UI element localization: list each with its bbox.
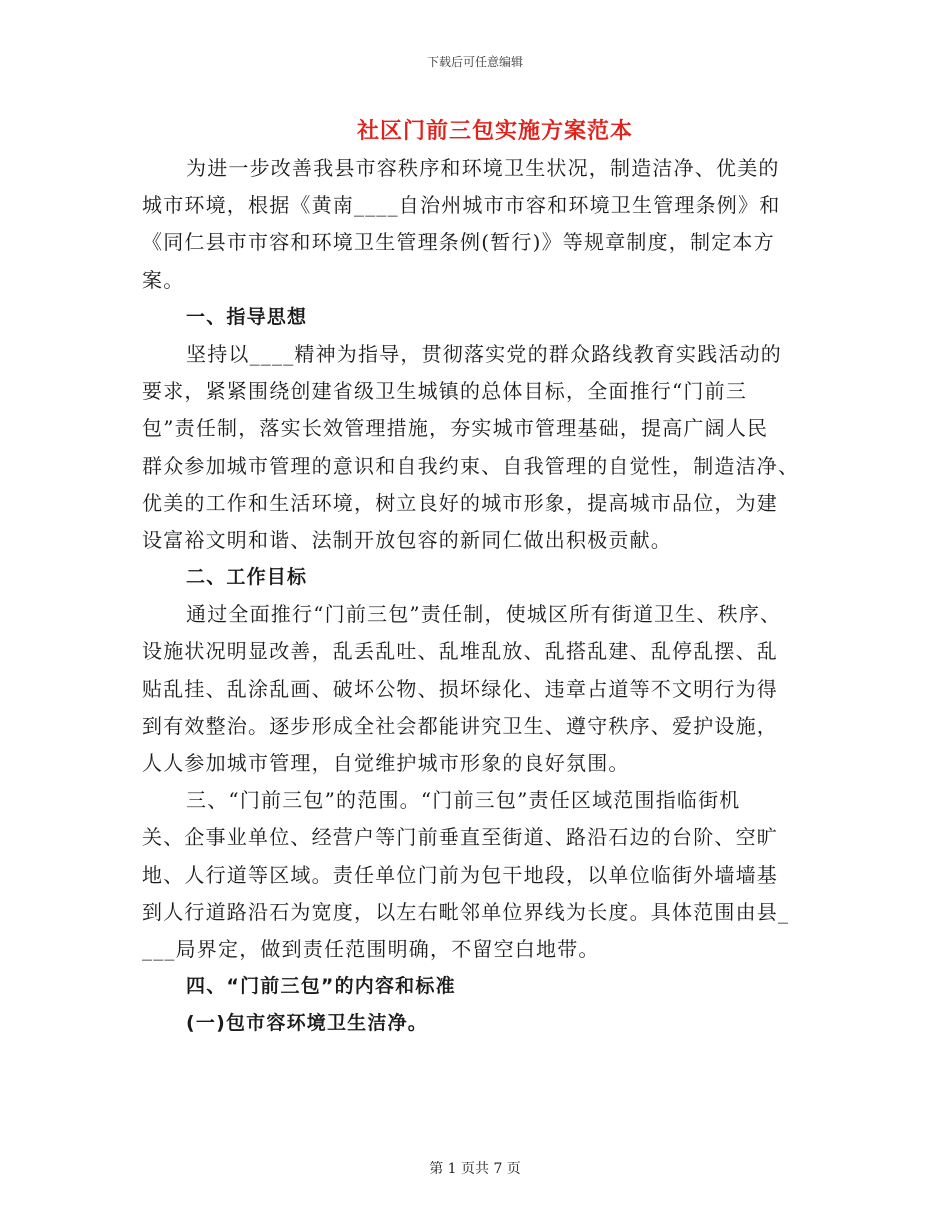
body-text-line: 城市环境，根据《黄南____自治州城市市容和环境卫生管理条例》和 [142,193,781,218]
page-footer: 第 1 页共 7 页 [429,1161,521,1177]
body-text-line: 三、“门前三包”的范围。“门前三包”责任区域范围指临街机 [186,788,741,813]
body-text-line: 优美的工作和生活环境，树立良好的城市形象，提高城市品位，为建 [142,490,778,515]
body-text-line: 到人行道路沿石为宽度，以左右毗邻单位界线为长度。具体范围由县_ [142,899,790,924]
body-text-line: 为进一步改善我县市容秩序和环境卫生状况，制造洁净、优美的 [186,156,780,180]
section-heading: (一)包市容环境卫生洁净。 [186,1012,428,1035]
body-text-line: 到有效整治。逐步形成全社会都能讲究卫生、遵守秩序、爱护设施， [142,713,778,738]
body-text-line: 坚持以____精神为指导，贯彻落实党的群众路线教育实践活动的 [186,341,782,366]
body-text-line: 人人参加城市管理，自觉维护城市形象的良好氛围。 [142,751,630,775]
section-heading: 二、工作目标 [186,566,308,589]
section-heading: 一、指导思想 [186,305,308,328]
document-title: 社区门前三包实施方案范本 [356,118,633,144]
body-text-line: 关、企事业单位、经营户等门前垂直至街道、路沿石边的台阶、空旷 [142,825,778,850]
document-body [142,150,812,1043]
body-text-line: 地、人行道等区域。责任单位门前为包干地段，以单位临街外墙墙基 [142,862,778,887]
body-text-line: 群众参加城市管理的意识和自我约束、自我管理的自觉性，制造洁净、 [142,453,800,478]
body-text-line: 《同仁县市市容和环境卫生管理条例(暂行)》等规章制度，制定本方 [142,230,775,255]
body-text-line: 通过全面推行“门前三包”责任制，使城区所有街道卫生、秩序、 [186,602,782,627]
section-heading: 四、“门前三包”的内容和标准 [186,975,456,998]
body-text-line: 案。 [142,267,185,292]
body-text-line: 包”责任制，落实长效管理措施，夯实城市管理基础，提高广阔人民 [142,416,769,441]
body-text-line: 设施状况明显改善，乱丢乱吐、乱堆乱放、乱搭乱建、乱停乱摆、乱 [142,639,778,664]
body-text-line: ___局界定，做到责任范围明确，不留空白地带。 [142,936,600,961]
body-text-line: 贴乱挂、乱涂乱画、破坏公物、损坏绿化、违章占道等不文明行为得 [142,676,778,701]
body-text-line: 设富裕文明和谐、法制开放包容的新同仁做出积极贡献。 [142,527,672,552]
body-text-line: 要求，紧紧围绕创建省级卫生城镇的总体目标，全面推行“门前三 [142,379,748,404]
page-header-note: 下载后可任意编辑 [426,55,523,69]
